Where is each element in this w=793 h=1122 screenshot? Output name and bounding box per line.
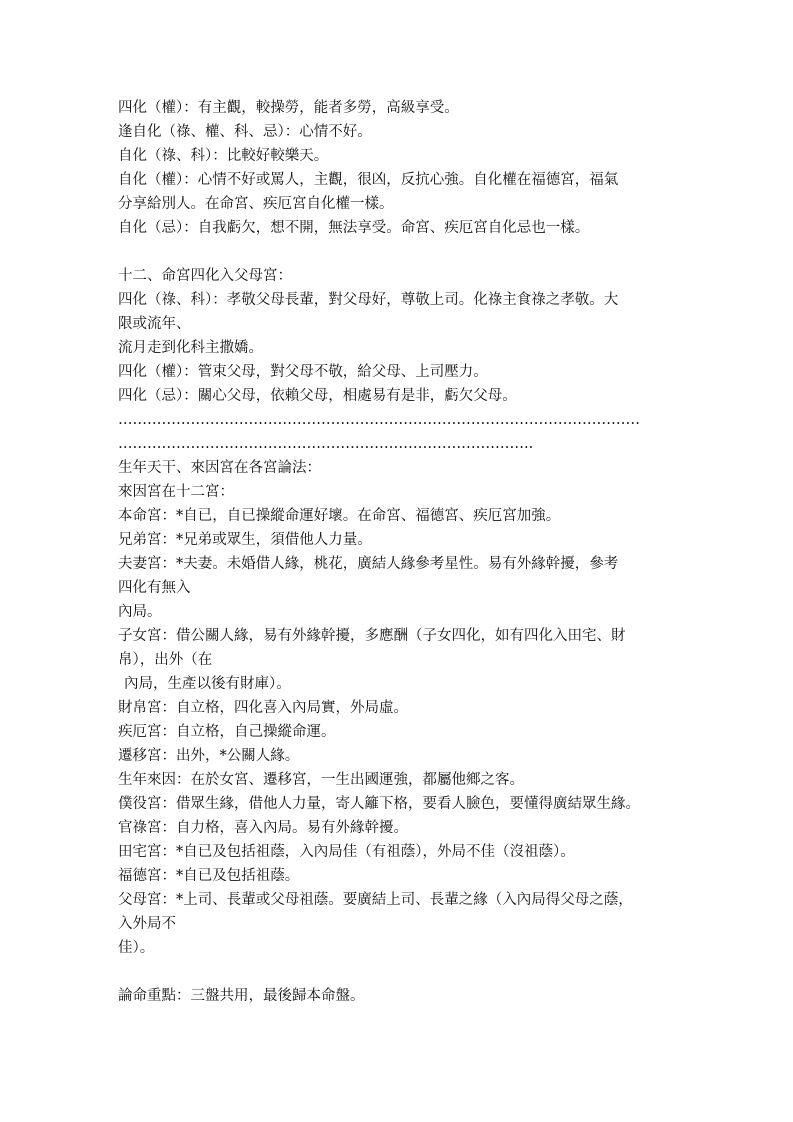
document-page xyxy=(118,96,678,1008)
blank-line xyxy=(118,240,678,264)
text-line: 兄弟宮：*兄弟或眾生，須借他人力量。 xyxy=(118,532,372,548)
text-line: 四化有無入 xyxy=(118,580,191,596)
text-line: 四化（祿、科）：孝敬父母長輩，對父母好，尊敬上司。化祿主食祿之孝敬。大 xyxy=(118,292,619,308)
text-line: 生年來因：在於女宮、遷移宮，一生出國運強，都屬他鄉之客。 xyxy=(118,772,524,788)
blank-line xyxy=(118,960,678,984)
text-line: 帛），出外（在 xyxy=(118,652,213,668)
section-heading: 十二、命宮四化入父母宮： xyxy=(118,268,292,284)
text-line: 流月走到化科主撒嬌。 xyxy=(118,340,263,356)
text-line: 自化（忌）：自我虧欠，想不開，無法享受。命宮、疾厄宮自化忌也一樣。 xyxy=(118,220,590,236)
text-line: 四化（權）：有主觀，較操勞，能者多勞，高級享受。 xyxy=(118,100,459,116)
text-line: 四化（忌）：關心父母，依賴父母，相處易有是非，虧欠父母。 xyxy=(118,388,517,404)
text-line: 逢自化（祿、權、科、忌）：心情不好。 xyxy=(118,124,372,140)
text-line: 佳）。 xyxy=(118,940,155,956)
text-line: 遷移宮：出外，*公關人緣。 xyxy=(118,748,300,764)
text-line: 疾厄宮：自立格，自己操縱命運。 xyxy=(118,724,336,740)
text-line: 分享給別人。在命宮、疾厄宮自化權一樣。 xyxy=(118,196,394,212)
text-line: 限或流年、 xyxy=(118,316,191,332)
text-line: 來因宮在十二宮： xyxy=(118,484,234,500)
text-line: 自化（祿、科）：比較好較樂天。 xyxy=(118,148,329,164)
text-line: 子女宮：借公關人緣，易有外緣幹擾，多應酬（子女四化，如有四化入田宅、財 xyxy=(118,628,626,644)
text-line: 田宅宮：*自已及包括祖蔭，入內局佳（有祖蔭），外局不佳（沒祖蔭）。 xyxy=(118,844,575,860)
summary-line: 論命重點：三盤共用，最後歸本命盤。 xyxy=(118,988,365,1004)
section-heading: 生年天干、來因宮在各宮論法： xyxy=(118,460,321,476)
text-line: 福德宮：*自已及包括祖蔭。 xyxy=(118,868,300,884)
text-line: 入外局不 xyxy=(118,916,176,932)
dotted-separator: ………………………………………………………………………….. xyxy=(118,436,534,452)
text-line: 本命宮：*自已，自已操縱命運好壞。在命宮、福德宮、疾厄宮加強。 xyxy=(118,508,561,524)
text-line: 官祿宮：自力格，喜入內局。易有外緣幹擾。 xyxy=(118,820,408,836)
text-line: 自化（權）：心情不好或罵人，主觀，很凶，反抗心強。自化權在福德宮，福氣 xyxy=(118,172,619,188)
text-line: 財帛宮：自立格，四化喜入內局實，外局虛。 xyxy=(118,700,408,716)
text-line: 內局。 xyxy=(118,604,162,620)
text-line: 四化（權）：管束父母，對父母不敬，給父母、上司壓力。 xyxy=(118,364,488,380)
text-line: 父母宮：*上司、長輩或父母祖蔭。要廣結上司、長輩之緣（入內局得父母之蔭， xyxy=(118,892,633,908)
dotted-separator: ……………………………………………………………………………………………… xyxy=(118,412,640,428)
text-line: 僕役宮：借眾生緣，借他人力量，寄人籬下格，要看人臉色，要懂得廣結眾生緣。 xyxy=(118,796,640,812)
text-line: 夫妻宮：*夫妻。未婚借人緣，桃花，廣結人緣參考星性。易有外緣幹擾，參考 xyxy=(118,556,619,572)
text-line: 內局，生產以後有財庫）。 xyxy=(124,676,291,692)
